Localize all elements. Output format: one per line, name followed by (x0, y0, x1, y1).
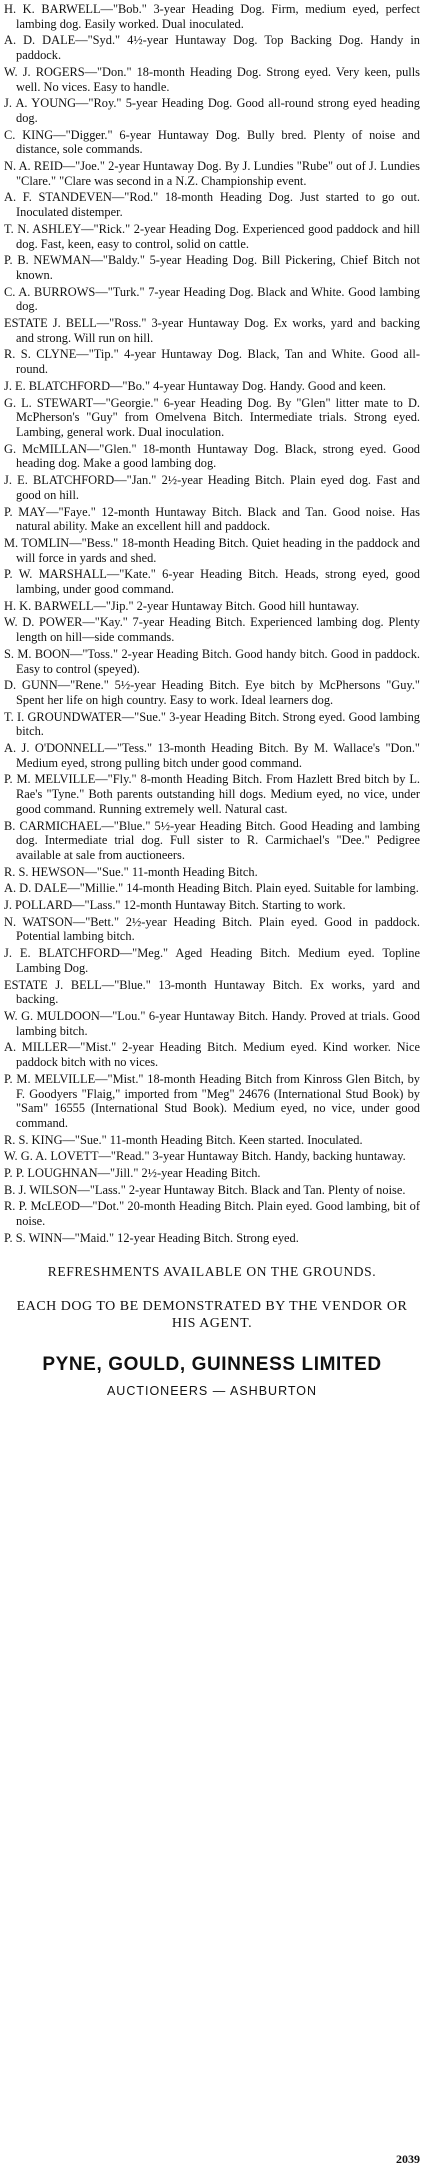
demonstration-notice: EACH DOG TO BE DEMONSTRATED BY THE VENDOR OR HIS AGENT. (16, 1298, 408, 1331)
dog-entry: D. GUNN—"Rene." 5½-year Heading Bitch. Eye bitch by McPhersons "Guy." Spent her life on high country. Easy to work. Ideal learners dog. (4, 678, 420, 707)
dog-entry: C. A. BURROWS—"Turk." 7-year Heading Dog. Black and White. Good lambing dog. (4, 284, 420, 314)
dog-entry: P. P. LOUGHNAN—"Jill." 2½-year Heading Bitch. (4, 1166, 261, 1181)
dog-entry: J. E. BLATCHFORD—"Bo." 4-year Huntaway Dog. Handy. Good and keen. (4, 378, 387, 393)
dog-entry: J. E. BLATCHFORD—"Jan." 2½-year Heading Bitch. Plain eyed dog. Fast and good on hill. (4, 473, 420, 502)
dog-entry: G. L. STEWART—"Georgie." 6-year Heading Dog. By "Glen" litter mate to D. McPherson's "Guy" from Omelvena Bitch. Intermediate trials. Strong eyed. Lambing, general work. Dual inoculation. (4, 395, 420, 439)
dog-entry: J. POLLARD—"Lass." 12-month Huntaway Bitch. Starting to work. (4, 898, 346, 913)
dog-entry: W. J. ROGERS—"Don." 18-month Heading Dog. Strong eyed. Very keen, pulls well. No vices. Easy to handle. (4, 64, 420, 94)
auctioneer-firm-name: PYNE, GOULD, GUINNESS LIMITED (42, 1353, 382, 1375)
dog-entry: ESTATE J. BELL—"Ross." 3-year Huntaway Dog. Ex works, yard and backing and strong. Will run on hill. (4, 316, 420, 345)
dog-entry: A. D. DALE—"Millie." 14-month Heading Bitch. Plain eyed. Suitable for lambing. (4, 881, 419, 896)
refreshments-notice: REFRESHMENTS AVAILABLE ON THE GROUNDS. (47, 1263, 377, 1279)
dog-entry: H. K. BARWELL—"Bob." 3-year Heading Dog. Firm, medium eyed, perfect lambing dog. Easily worked. Dual inoculated. (4, 2, 420, 31)
dog-entry: B. J. WILSON—"Lass." 2-year Huntaway Bitch. Black and Tan. Plenty of noise. (4, 1182, 406, 1197)
dog-entries-list (4, 2, 420, 1246)
dog-entry: J. A. YOUNG—"Roy." 5-year Heading Dog. Good all-round strong eyed heading dog. (4, 96, 420, 125)
dog-entry: A. F. STANDEVEN—"Rod." 18-month Heading Dog. Just started to go out. Inoculated distemper. (4, 190, 420, 220)
page-number: 2039 (396, 2152, 420, 2166)
dog-entry: R. S. CLYNE—"Tip." 4-year Huntaway Dog. Black, Tan and White. Good all-round. (4, 347, 420, 377)
dog-entry: H. K. BARWELL—"Jip." 2-year Huntaway Bitch. Good hill huntaway. (4, 598, 360, 613)
dog-entry: M. TOMLIN—"Bess." 18-month Heading Bitch. Quiet heading in the paddock and will force in yards and shed. (4, 535, 420, 565)
dog-entry: W. D. POWER—"Kay." 7-year Heading Bitch. Experienced lambing dog. Plenty length on hill—side commands. (4, 615, 420, 645)
dog-entry: A. MILLER—"Mist." 2-year Heading Bitch. Medium eyed. Kind worker. Nice paddock bitch with no vices. (4, 1040, 420, 1070)
dog-entry: P. MAY—"Faye." 12-month Huntaway Bitch. Black and Tan. Good noise. Has natural ability. Make an excellent hill and paddock. (4, 504, 420, 534)
dog-entry: R. S. HEWSON—"Sue." 11-month Heading Bitch. (4, 864, 258, 879)
dog-entry: J. E. BLATCHFORD—"Meg." Aged Heading Bitch. Medium eyed. Topline Lambing Dog. (4, 946, 420, 975)
dog-entry: N. A. REID—"Joe." 2-year Huntaway Dog. By J. Lundies "Rube" out of J. Lundies "Clare." "Clare was second in a N.Z. Championship event. (4, 159, 420, 188)
dog-entry: G. McMILLAN—"Glen." 18-month Huntaway Dog. Black, strong eyed. Good heading dog. Make a good lambing dog. (4, 441, 420, 471)
dog-entry: T. N. ASHLEY—"Rick." 2-year Heading Dog. Experienced good paddock and hill dog. Fast, keen, easy to control, solid on cattle. (4, 221, 420, 251)
dog-entry: P. M. MELVILLE—"Mist." 18-month Heading Bitch from Kinross Glen Bitch, by F. Goodyers "Flaig," imported from "Meg" 24676 (International Stud Book) by "Sam" 16555 (International Stud Book). Medium eyed, no vice, under good command. (4, 1071, 420, 1130)
dog-entry: N. WATSON—"Bett." 2½-year Heading Bitch. Plain eyed. Good in paddock. Potential lambing bitch. (4, 914, 420, 944)
dog-entry: P. B. NEWMAN—"Baldy." 5-year Heading Dog. Bill Pickering, Chief Bitch not known. (4, 253, 420, 282)
dog-entry: T. I. GROUNDWATER—"Sue." 3-year Heading Bitch. Strong eyed. Good lambing bitch. (4, 709, 420, 739)
dog-entry: P. M. MELVILLE—"Fly." 8-month Heading Bitch. From Hazlett Bred bitch by L. Rae's "Tyne." Both parents outstanding hill dogs. Medium eyed, no vice, under good command. Running extremely well. Natural cast. (4, 772, 420, 816)
dog-entry: R. P. McLEOD—"Dot." 20-month Heading Bitch. Plain eyed. Good lambing, bit of noise. (4, 1199, 420, 1229)
dog-entry: P. S. WINN—"Maid." 12-year Heading Bitch. Strong eyed. (4, 1230, 299, 1245)
dog-entry: A. D. DALE—"Syd." 4½-year Huntaway Dog. Top Backing Dog. Handy in paddock. (4, 33, 420, 63)
dog-entry: W. G. MULDOON—"Lou." 6-year Huntaway Bitch. Handy. Proved at trials. Good lambing bitch. (4, 1009, 420, 1038)
dog-entry: P. W. MARSHALL—"Kate." 6-year Heading Bitch. Heads, strong eyed, good lambing, under good command. (4, 567, 420, 597)
dog-entry: B. CARMICHAEL—"Blue." 5½-year Heading Bitch. Good Heading and lambing dog. Intermediate trial dog. Full sister to R. Carmichael's "Dee." Pedigree available at sale from auctioneers. (4, 818, 420, 862)
dog-entry: S. M. BOON—"Toss." 2-year Heading Bitch. Good handy bitch. Good in paddock. Easy to control (speyed). (4, 646, 420, 676)
dog-entry: ESTATE J. BELL—"Blue." 13-month Huntaway Bitch. Ex works, yard and backing. (4, 977, 420, 1007)
dog-entry: A. J. O'DONNELL—"Tess." 13-month Heading Bitch. By M. Wallace's "Don." Medium eyed, strong pulling bitch under good command. (4, 741, 420, 770)
dog-entry: R. S. KING—"Sue." 11-month Heading Bitch. Keen started. Inoculated. (4, 1132, 363, 1147)
auctioneer-location: AUCTIONEERS — ASHBURTON (106, 1383, 318, 1398)
dog-entry: C. KING—"Digger." 6-year Huntaway Dog. Bully bred. Plenty of noise and distance, sole commands. (4, 127, 420, 157)
dog-entry: W. G. A. LOVETT—"Read." 3-year Huntaway Bitch. Handy, backing huntaway. (4, 1149, 406, 1164)
